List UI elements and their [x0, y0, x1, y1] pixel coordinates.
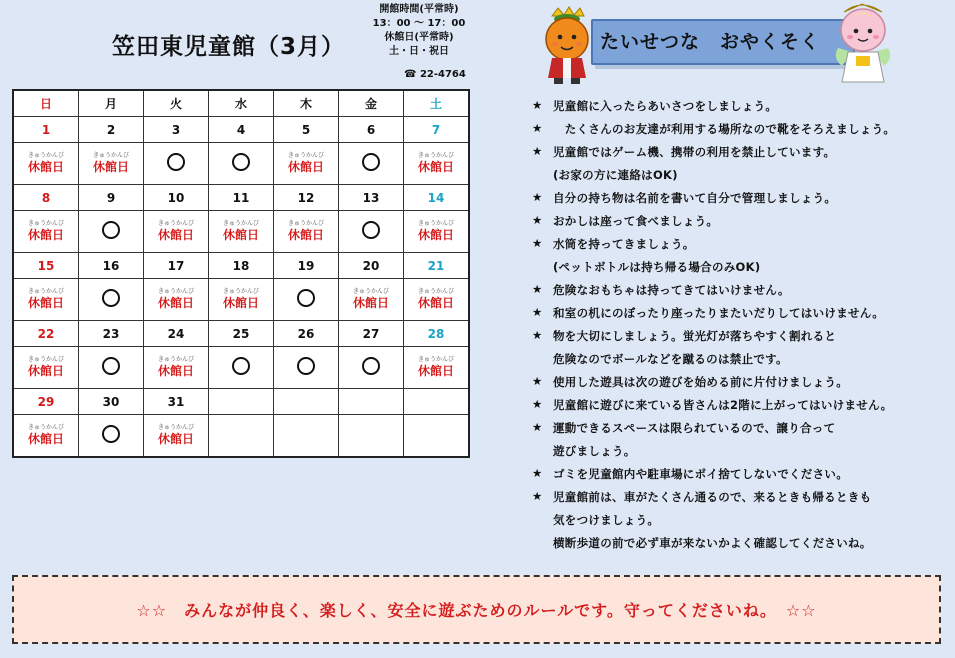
star-bullet-icon: ★: [532, 282, 543, 296]
weekday-header: 日: [13, 90, 79, 117]
closed-day-mark: [158, 425, 194, 445]
day-status-cell: [209, 279, 274, 321]
promise-text: 児童館に遊びに来ている皆さんは2階に上がってはいけません。: [553, 398, 893, 412]
closed-day-mark: [28, 153, 64, 173]
date-cell: 29: [13, 389, 79, 415]
phone-icon: ☎: [404, 69, 417, 80]
date-cell: 11: [209, 185, 274, 211]
footer-box: [12, 575, 941, 644]
date-cell: 13: [339, 185, 404, 211]
date-cell: 6: [339, 117, 404, 143]
star-bullet-icon: ★: [532, 190, 543, 204]
promise-item: [532, 140, 947, 163]
closed-label: 休館日: [417, 295, 454, 310]
day-status-cell: [209, 143, 274, 185]
date-cell: 22: [13, 321, 79, 347]
promise-item: [532, 163, 947, 186]
date-cell: 15: [13, 253, 79, 279]
open-day-circle-icon: [232, 153, 250, 171]
promise-text: 運動できるスペースは限られているので、譲り合って: [553, 421, 836, 435]
open-day-circle-icon: [362, 357, 380, 375]
closed-label: 休館日: [157, 227, 194, 242]
open-day-circle-icon: [102, 289, 120, 307]
promise-item: [532, 439, 947, 462]
weekday-header: 水: [209, 90, 274, 117]
hours-label: 開館時間(平常時): [379, 4, 459, 15]
day-status-cell: [79, 143, 144, 185]
closed-label: 休館日: [222, 227, 259, 242]
closed-day-mark: [28, 425, 64, 445]
day-status-cell: [404, 279, 470, 321]
weekday-header: 火: [144, 90, 209, 117]
closed-ruby: きゅうかんび: [92, 151, 129, 159]
star-bullet-icon: ★: [532, 328, 543, 342]
closed-label: 休館日: [27, 363, 64, 378]
star-bullet-icon: ★: [532, 98, 543, 112]
weekday-header: 金: [339, 90, 404, 117]
closed-ruby: きゅうかんび: [417, 219, 454, 227]
date-cell: 27: [339, 321, 404, 347]
day-status-cell: [274, 279, 339, 321]
day-status-cell: [144, 415, 209, 458]
closed-day-mark: [158, 221, 194, 241]
star-bullet-icon: ★: [532, 144, 543, 158]
promise-item: [532, 209, 947, 232]
promise-item: [532, 508, 947, 531]
promise-text: ゴミを児童館内や駐車場にポイ捨てしないでください。: [553, 467, 848, 481]
star-bullet-icon: ★: [532, 489, 543, 503]
promise-item: [532, 393, 947, 416]
closed-day-mark: [223, 289, 259, 309]
weekday-header: 木: [274, 90, 339, 117]
promise-item: [532, 462, 947, 485]
promise-item: [532, 255, 947, 278]
closed-label: 休館日: [27, 227, 64, 242]
day-status-cell: [209, 347, 274, 389]
day-status-cell: [13, 415, 79, 458]
promise-item: [532, 186, 947, 209]
promise-item: [532, 94, 947, 117]
star-bullet-icon: ★: [532, 305, 543, 319]
closed-label: 休館日: [287, 159, 324, 174]
promise-list: [532, 94, 947, 554]
date-cell: 26: [274, 321, 339, 347]
closed-label: 休館日: [157, 431, 194, 446]
closed-ruby: きゅうかんび: [222, 219, 259, 227]
opening-hours: [366, 3, 472, 59]
day-status-cell: [209, 211, 274, 253]
date-cell: 21: [404, 253, 470, 279]
promise-item: [532, 347, 947, 370]
closed-label: 休館日: [287, 227, 324, 242]
closed-label: 休館日: [352, 295, 389, 310]
open-day-circle-icon: [102, 221, 120, 239]
promise-item: [532, 117, 947, 140]
open-day-circle-icon: [297, 357, 315, 375]
day-status-cell: [404, 347, 470, 389]
promise-text: おかしは座って食べましょう。: [553, 214, 719, 228]
day-status-cell: [339, 143, 404, 185]
day-status-cell: [339, 347, 404, 389]
date-cell: 12: [274, 185, 339, 211]
date-cell: 1: [13, 117, 79, 143]
promise-text: 横断歩道の前で必ず車が来ないかよく確認してくださいね。: [553, 536, 872, 550]
date-cell: 20: [339, 253, 404, 279]
closed-ruby: きゅうかんび: [157, 287, 194, 295]
open-day-circle-icon: [167, 153, 185, 171]
closed-day-mark: [418, 357, 454, 377]
day-status-cell: [144, 279, 209, 321]
day-status-cell: [274, 415, 339, 458]
date-cell: 17: [144, 253, 209, 279]
promise-item: [532, 232, 947, 255]
date-cell: 30: [79, 389, 144, 415]
promise-text: 危険なのでボールなどを蹴るのは禁止です。: [553, 352, 788, 366]
weekday-header: 月: [79, 90, 144, 117]
day-status-cell: [13, 211, 79, 253]
closed-ruby: きゅうかんび: [287, 219, 324, 227]
closed-day-mark: [28, 289, 64, 309]
closed-ruby: きゅうかんび: [222, 287, 259, 295]
day-status-cell: [274, 211, 339, 253]
promise-text: 危険なおもちゃは持ってきてはいけません。: [553, 283, 790, 297]
day-status-cell: [339, 211, 404, 253]
closed-day-mark: [353, 289, 389, 309]
date-cell: 25: [209, 321, 274, 347]
closed-ruby: きゅうかんび: [157, 423, 194, 431]
page-title: 笠田東児童館（3月）: [112, 34, 346, 60]
closed-label: 休館日: [417, 159, 454, 174]
promise-text: 気をつけましょう。: [553, 513, 660, 527]
closed-ruby: きゅうかんび: [157, 219, 194, 227]
day-status-cell: [79, 211, 144, 253]
closed-ruby: きゅうかんび: [27, 287, 64, 295]
day-status-cell: [144, 347, 209, 389]
star-bullet-icon: ★: [532, 213, 543, 227]
promise-text: 自分の持ち物は名前を書いて自分で管理しましょう。: [553, 191, 837, 205]
promise-text: 児童館前は、車がたくさん通るので、来るときも帰るときも: [553, 490, 872, 504]
open-day-circle-icon: [362, 153, 380, 171]
date-cell: 7: [404, 117, 470, 143]
closed-label: 休館日: [27, 159, 64, 174]
star-bullet-icon: ★: [532, 397, 543, 411]
day-status-cell: [13, 347, 79, 389]
promise-item: [532, 370, 947, 393]
day-status-cell: [144, 143, 209, 185]
promise-item: [532, 278, 947, 301]
closed-day-mark: [158, 357, 194, 377]
closed-ruby: きゅうかんび: [27, 151, 64, 159]
closed-ruby: きゅうかんび: [352, 287, 389, 295]
closed-days-value: 土・日・祝日: [389, 46, 449, 57]
closed-label: 休館日: [157, 295, 194, 310]
closed-ruby: きゅうかんび: [417, 151, 454, 159]
star-bullet-icon: ★: [532, 420, 543, 434]
day-status-cell: [339, 279, 404, 321]
day-status-cell: [339, 415, 404, 458]
promise-text: 使用した遊具は次の遊びを始める前に片付けましょう。: [553, 375, 848, 389]
day-status-cell: [144, 211, 209, 253]
closed-label: 休館日: [27, 431, 64, 446]
star-bullet-icon: ★: [532, 121, 543, 135]
day-status-cell: [274, 347, 339, 389]
closed-day-mark: [93, 153, 129, 173]
date-cell: 31: [144, 389, 209, 415]
closed-ruby: きゅうかんび: [287, 151, 324, 159]
date-cell: [274, 389, 339, 415]
phone-number: 22-4764: [419, 69, 466, 80]
closed-label: 休館日: [157, 363, 194, 378]
phone-info: [404, 69, 466, 80]
weekday-header: 土: [404, 90, 470, 117]
closed-day-mark: [28, 221, 64, 241]
hours-value: 13：00 〜 17：00: [372, 18, 466, 29]
closed-day-mark: [418, 289, 454, 309]
day-status-cell: [79, 279, 144, 321]
promise-item: [532, 324, 947, 347]
day-status-cell: [404, 211, 470, 253]
day-status-cell: [79, 347, 144, 389]
closed-ruby: きゅうかんび: [27, 423, 64, 431]
date-cell: 8: [13, 185, 79, 211]
date-cell: 28: [404, 321, 470, 347]
date-cell: 24: [144, 321, 209, 347]
promise-text: (お家の方に連絡はOK): [553, 168, 678, 182]
closed-label: 休館日: [222, 295, 259, 310]
promise-item: [532, 531, 947, 554]
star-bullet-icon: ★: [532, 466, 543, 480]
day-status-cell: [13, 279, 79, 321]
star-bullet-icon: ★: [532, 374, 543, 388]
date-cell: 16: [79, 253, 144, 279]
persimmon-mascot-icon: [536, 6, 598, 86]
footer-message: ☆☆ みんなが仲良く、楽しく、安全に遊ぶためのルールです。守ってくださいね。 ☆☆: [136, 601, 817, 620]
promise-item: [532, 416, 947, 439]
promise-text: たくさんのお友達が利用する場所なので靴をそろえましょう。: [553, 122, 896, 136]
closed-ruby: きゅうかんび: [417, 287, 454, 295]
date-cell: 23: [79, 321, 144, 347]
day-status-cell: [209, 415, 274, 458]
open-day-circle-icon: [297, 289, 315, 307]
open-day-circle-icon: [232, 357, 250, 375]
promise-text: 和室の机にのぼったり座ったりまたいだりしてはいけません。: [553, 306, 885, 320]
closed-day-mark: [158, 289, 194, 309]
promise-text: 遊びましょう。: [553, 444, 636, 458]
promise-text: (ペットボトルは持ち帰る場合のみOK): [553, 260, 761, 274]
open-day-circle-icon: [102, 425, 120, 443]
closed-day-mark: [418, 153, 454, 173]
closed-label: 休館日: [417, 227, 454, 242]
closed-label: 休館日: [417, 363, 454, 378]
day-status-cell: [13, 143, 79, 185]
date-cell: 19: [274, 253, 339, 279]
day-status-cell: [274, 143, 339, 185]
closed-ruby: きゅうかんび: [27, 219, 64, 227]
date-cell: 9: [79, 185, 144, 211]
date-cell: 5: [274, 117, 339, 143]
date-cell: 10: [144, 185, 209, 211]
promise-item: [532, 485, 947, 508]
promise-text: 児童館ではゲーム機、携帯の利用を禁止しています。: [553, 145, 836, 159]
date-cell: 14: [404, 185, 470, 211]
closed-day-mark: [28, 357, 64, 377]
promise-text: 児童館に入ったらあいさつをしましょう。: [553, 99, 778, 113]
princess-mascot-icon: [832, 0, 894, 84]
day-status-cell: [404, 143, 470, 185]
closed-day-mark: [418, 221, 454, 241]
closed-ruby: きゅうかんび: [417, 355, 454, 363]
closed-ruby: きゅうかんび: [27, 355, 64, 363]
date-cell: [404, 389, 470, 415]
promise-text: 物を大切にしましょう。蛍光灯が落ちやすく割れると: [553, 329, 837, 343]
day-status-cell: [79, 415, 144, 458]
closed-day-mark: [223, 221, 259, 241]
date-cell: [339, 389, 404, 415]
calendar: [12, 89, 470, 458]
date-cell: 18: [209, 253, 274, 279]
date-cell: 2: [79, 117, 144, 143]
date-cell: 3: [144, 117, 209, 143]
date-cell: [209, 389, 274, 415]
closed-ruby: きゅうかんび: [157, 355, 194, 363]
day-status-cell: [404, 415, 470, 458]
date-cell: 4: [209, 117, 274, 143]
open-day-circle-icon: [102, 357, 120, 375]
closed-day-mark: [288, 221, 324, 241]
promise-heading: たいせつな おやくそく: [600, 31, 821, 53]
closed-label: 休館日: [92, 159, 129, 174]
promise-text: 水筒を持ってきましょう。: [553, 237, 695, 251]
promise-item: [532, 301, 947, 324]
closed-day-mark: [288, 153, 324, 173]
closed-label: 休館日: [27, 295, 64, 310]
closed-days-label: 休館日(平常時): [384, 32, 454, 43]
open-day-circle-icon: [362, 221, 380, 239]
star-bullet-icon: ★: [532, 236, 543, 250]
